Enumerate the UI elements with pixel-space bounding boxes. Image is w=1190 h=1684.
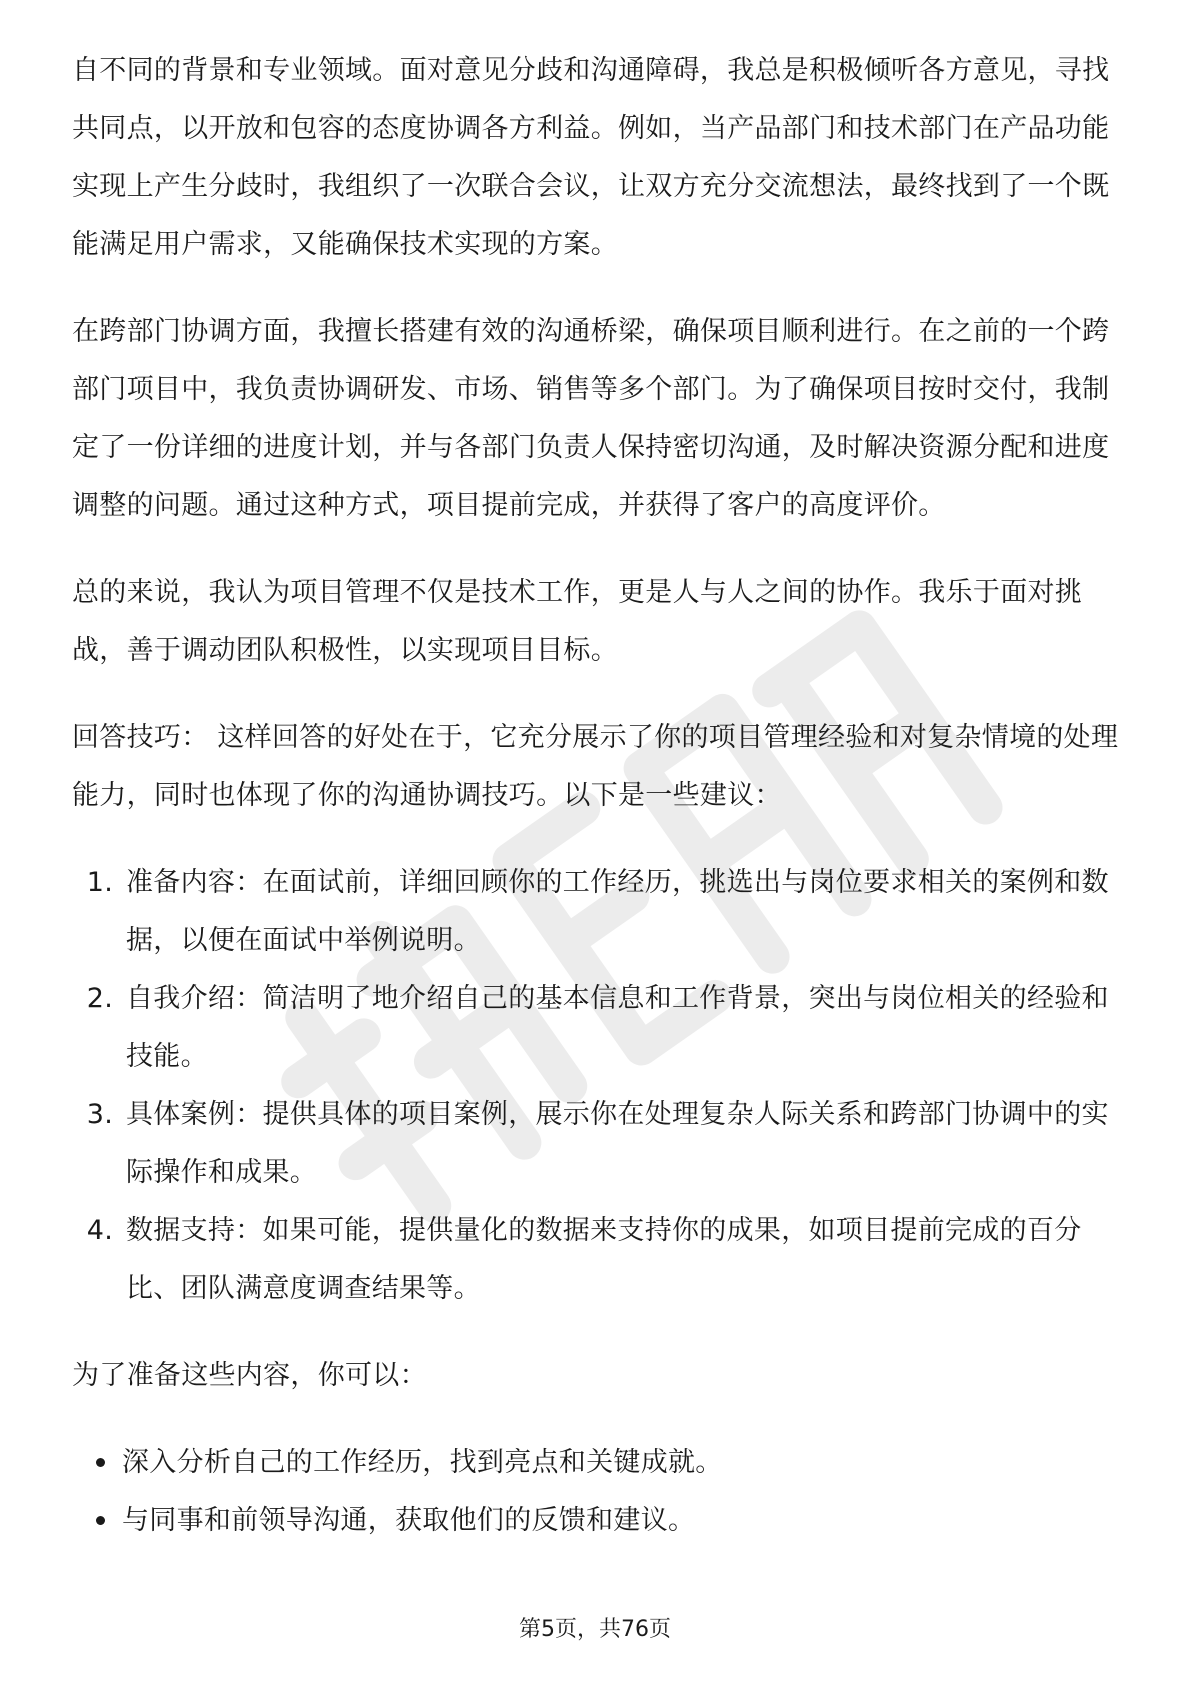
bullet-icon	[96, 1516, 105, 1525]
paragraph-cross-department: 在跨部门协调方面，我擅长搭建有效的沟通桥梁，确保项目顺利进行。在之前的一个跨部门项目中，我负责协调研发、市场、销售等多个部门。为了确保项目按时交付，我制定了一份详细的进度计划，并与各部门负责人保持密切沟通，及时解决资源分配和进度调整的问题。通过这种方式，项目提前完成，并获得了客户的高度评价。	[72, 316, 1110, 521]
prep-item-text: 深入分析自己的工作经历，找到亮点和关键成就。	[122, 1447, 723, 1478]
prep-list	[72, 1434, 1122, 1550]
paragraph-prep-intro: 为了准备这些内容，你可以：	[72, 1360, 427, 1391]
paragraph-answer-tips: 回答技巧： 这样回答的好处在于，它充分展示了你的项目管理经验和对复杂情境的处理能力，同时也体现了你的沟通协调技巧。以下是一些建议：	[72, 722, 1119, 811]
prep-item	[122, 1492, 1122, 1550]
paragraph-summary: 总的来说，我认为项目管理不仅是技术工作，更是人与人之间的协作。我乐于面对挑战，善于调动团队积极性，以实现项目目标。	[72, 577, 1083, 666]
tip-item-data-support: 4. 数据支持：如果可能，提供量化的数据来支持你的成果，如项目提前完成的百分比、团队满意度调查结果等。	[122, 1202, 1122, 1318]
prep-item	[122, 1434, 1122, 1492]
tip-item-specific-cases: 3. 具体案例：提供具体的项目案例，展示你在处理复杂人际关系和跨部门协调中的实际操作和成果。	[122, 1086, 1122, 1202]
paragraph-communication: 自不同的背景和专业领域。面对意见分歧和沟通障碍，我总是积极倾听各方意见，寻找共同点，以开放和包容的态度协调各方利益。例如，当产品部门和技术部门在产品功能实现上产生分歧时，我组织了一次联合会议，让双方充分交流想法，最终找到了一个既能满足用户需求，又能确保技术实现的方案。	[72, 55, 1110, 260]
tip-item-self-intro: 2. 自我介绍：简洁明了地介绍自己的基本信息和工作背景，突出与岗位相关的经验和技能。	[122, 970, 1122, 1086]
tips-list	[72, 854, 1122, 1318]
page-number: 第5页，共76页	[519, 1617, 671, 1642]
bullet-icon	[96, 1458, 105, 1467]
prep-item-text: 与同事和前领导沟通，获取他们的反馈和建议。	[122, 1505, 696, 1536]
document-body	[72, 42, 1122, 1550]
tip-item-prepare-content: 1. 准备内容：在面试前，详细回顾你的工作经历，挑选出与岗位要求相关的案例和数据，以便在面试中举例说明。	[122, 854, 1122, 970]
